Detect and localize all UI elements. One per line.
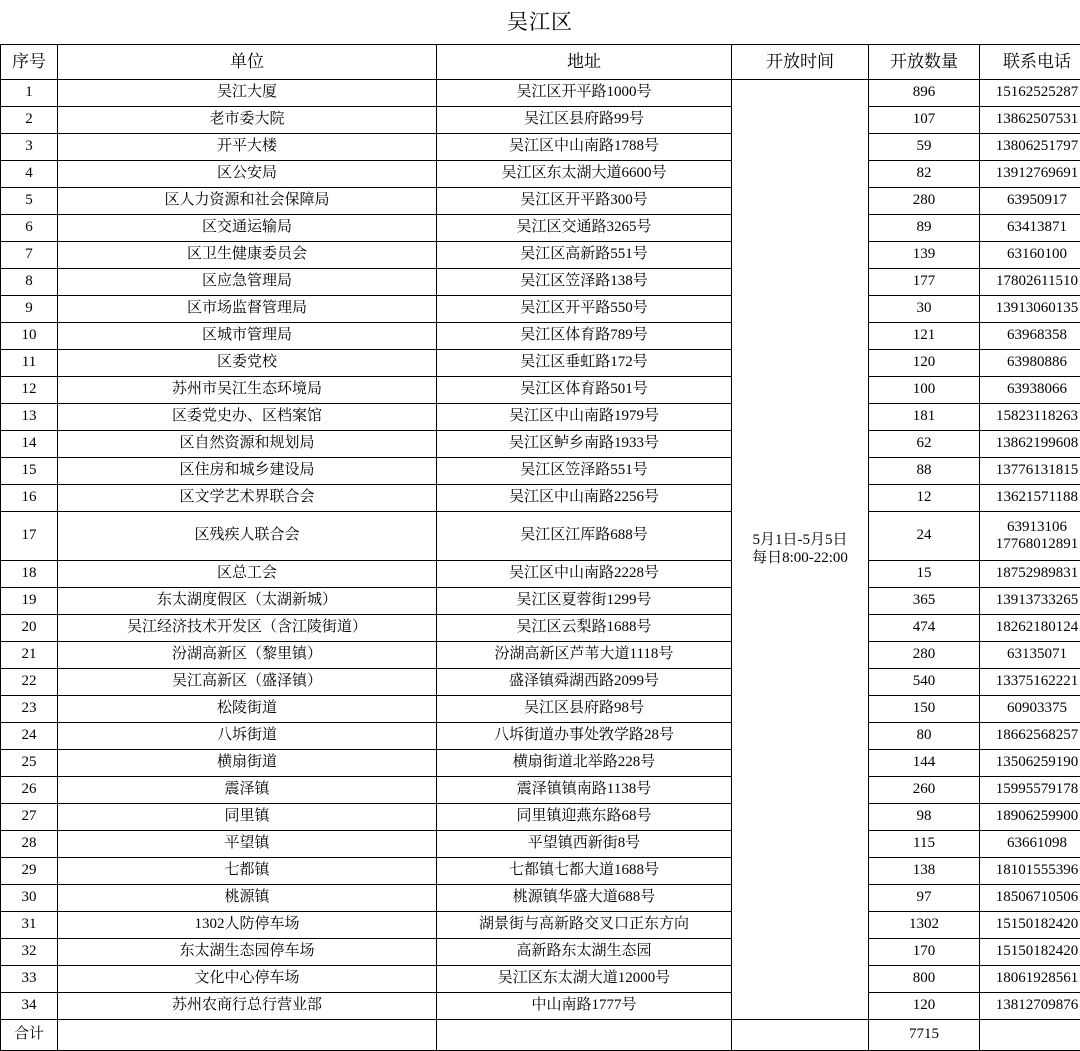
cell-unit: 区残疾人联合会 (58, 512, 437, 561)
cell-address: 吴江区东太湖大道12000号 (437, 966, 732, 993)
cell-seq: 5 (1, 188, 58, 215)
table-row (1, 80, 1080, 107)
cell-phone: 63160100 (980, 242, 1080, 269)
cell-count: 280 (869, 642, 980, 669)
cell-seq: 10 (1, 323, 58, 350)
cell-phone: 13806251797 (980, 134, 1080, 161)
cell-count: 1302 (869, 912, 980, 939)
table-row (1, 485, 1080, 512)
cell-seq: 31 (1, 912, 58, 939)
cell-count: 365 (869, 588, 980, 615)
cell-seq: 1 (1, 80, 58, 107)
cell-address: 吴江区笠泽路138号 (437, 269, 732, 296)
table-row (1, 323, 1080, 350)
cell-phone: 63968358 (980, 323, 1080, 350)
cell-count: 260 (869, 777, 980, 804)
cell-address: 吴江区开平路300号 (437, 188, 732, 215)
cell-phone: 15150182420 (980, 939, 1080, 966)
table-row (1, 561, 1080, 588)
table-row (1, 512, 1080, 561)
cell-unit: 区应急管理局 (58, 269, 437, 296)
column-header-unit: 单位 (58, 45, 437, 80)
column-header-time: 开放时间 (732, 45, 869, 80)
cell-seq: 25 (1, 750, 58, 777)
cell-address: 吴江区云梨路1688号 (437, 615, 732, 642)
cell-count: 59 (869, 134, 980, 161)
cell-address: 七都镇七都大道1688号 (437, 858, 732, 885)
cell-seq: 17 (1, 512, 58, 561)
cell-address: 吴江区中山南路1788号 (437, 134, 732, 161)
cell-address: 吴江区中山南路2228号 (437, 561, 732, 588)
table-row (1, 642, 1080, 669)
table-row (1, 404, 1080, 431)
cell-count: 89 (869, 215, 980, 242)
cell-address: 湖景街与高新路交叉口正东方向 (437, 912, 732, 939)
cell-address: 吴江区体育路501号 (437, 377, 732, 404)
cell-seq: 9 (1, 296, 58, 323)
cell-count: 62 (869, 431, 980, 458)
cell-phone: 13913733265 (980, 588, 1080, 615)
table-row (1, 215, 1080, 242)
cell-phone: 13506259190 (980, 750, 1080, 777)
cell-count: 30 (869, 296, 980, 323)
cell-address: 吴江区垂虹路172号 (437, 350, 732, 377)
cell-phone: 18906259900 (980, 804, 1080, 831)
cell-unit: 同里镇 (58, 804, 437, 831)
cell-phone: 13621571188 (980, 485, 1080, 512)
cell-count: 100 (869, 377, 980, 404)
table-row (1, 296, 1080, 323)
cell-phone: 18752989831 (980, 561, 1080, 588)
table-row (1, 269, 1080, 296)
column-header-count: 开放数量 (869, 45, 980, 80)
cell-phone: 15995579178 (980, 777, 1080, 804)
cell-address: 吴江区交通路3265号 (437, 215, 732, 242)
cell-address: 八坼街道办事处敩学路28号 (437, 723, 732, 750)
cell-count: 115 (869, 831, 980, 858)
table-row (1, 134, 1080, 161)
cell-seq: 13 (1, 404, 58, 431)
cell-phone: 63950917 (980, 188, 1080, 215)
column-header-seq: 序号 (1, 45, 58, 80)
cell-count: 107 (869, 107, 980, 134)
cell-phone: 13776131815 (980, 458, 1080, 485)
table-row (1, 939, 1080, 966)
cell-unit: 区卫生健康委员会 (58, 242, 437, 269)
cell-count: 82 (869, 161, 980, 188)
cell-address: 横扇街道北举路228号 (437, 750, 732, 777)
cell-seq: 20 (1, 615, 58, 642)
cell-total-unit-empty (58, 1020, 437, 1051)
table-row (1, 242, 1080, 269)
cell-seq: 14 (1, 431, 58, 458)
cell-unit: 横扇街道 (58, 750, 437, 777)
cell-phone (980, 512, 1080, 561)
phone-line-2: 17768012891 (982, 536, 1080, 553)
cell-unit: 吴江高新区（盛泽镇） (58, 669, 437, 696)
cell-phone: 13812709876 (980, 993, 1080, 1020)
column-header-phone: 联系电话 (980, 45, 1080, 80)
cell-address: 桃源镇华盛大道688号 (437, 885, 732, 912)
table-row (1, 669, 1080, 696)
cell-phone: 63980886 (980, 350, 1080, 377)
cell-phone: 17802611510 (980, 269, 1080, 296)
cell-open-time (732, 80, 869, 1020)
cell-count: 12 (869, 485, 980, 512)
cell-address: 吴江区东太湖大道6600号 (437, 161, 732, 188)
table-row (1, 885, 1080, 912)
table-header (1, 45, 1080, 80)
cell-seq: 4 (1, 161, 58, 188)
cell-unit: 区总工会 (58, 561, 437, 588)
cell-phone: 13375162221 (980, 669, 1080, 696)
cell-count: 170 (869, 939, 980, 966)
cell-seq: 26 (1, 777, 58, 804)
cell-phone: 63135071 (980, 642, 1080, 669)
cell-seq: 18 (1, 561, 58, 588)
table-row (1, 377, 1080, 404)
cell-unit: 震泽镇 (58, 777, 437, 804)
table-body (1, 80, 1080, 1051)
cell-seq: 32 (1, 939, 58, 966)
table-row (1, 723, 1080, 750)
cell-count: 139 (869, 242, 980, 269)
cell-total-address-empty (437, 1020, 732, 1051)
cell-unit: 开平大楼 (58, 134, 437, 161)
table-row (1, 107, 1080, 134)
cell-seq: 30 (1, 885, 58, 912)
cell-unit: 区人力资源和社会保障局 (58, 188, 437, 215)
cell-address: 吴江区夏蓉街1299号 (437, 588, 732, 615)
table-row (1, 777, 1080, 804)
cell-total-count: 7715 (869, 1020, 980, 1051)
cell-address: 吴江区开平路550号 (437, 296, 732, 323)
cell-phone: 63938066 (980, 377, 1080, 404)
cell-address: 吴江区县府路98号 (437, 696, 732, 723)
cell-unit: 区城市管理局 (58, 323, 437, 350)
cell-unit: 苏州农商行总行营业部 (58, 993, 437, 1020)
cell-phone: 18061928561 (980, 966, 1080, 993)
table-row (1, 912, 1080, 939)
cell-seq: 15 (1, 458, 58, 485)
table-row (1, 431, 1080, 458)
cell-phone: 63413871 (980, 215, 1080, 242)
cell-phone: 18101555396 (980, 858, 1080, 885)
table-row (1, 615, 1080, 642)
cell-seq: 34 (1, 993, 58, 1020)
cell-count: 896 (869, 80, 980, 107)
cell-total-time-empty (732, 1020, 869, 1051)
cell-count: 121 (869, 323, 980, 350)
cell-unit: 区委党校 (58, 350, 437, 377)
cell-unit: 区住房和城乡建设局 (58, 458, 437, 485)
table-row (1, 804, 1080, 831)
cell-address: 汾湖高新区芦苇大道1118号 (437, 642, 732, 669)
cell-unit: 区委党史办、区档案馆 (58, 404, 437, 431)
cell-count: 181 (869, 404, 980, 431)
table-row (1, 458, 1080, 485)
cell-unit: 平望镇 (58, 831, 437, 858)
open-time-line-1: 5月1日-5月5日 (734, 532, 866, 549)
cell-phone: 18662568257 (980, 723, 1080, 750)
cell-address: 中山南路1777号 (437, 993, 732, 1020)
cell-count: 138 (869, 858, 980, 885)
cell-count: 177 (869, 269, 980, 296)
table-row (1, 350, 1080, 377)
cell-unit: 区自然资源和规划局 (58, 431, 437, 458)
table-total-row (1, 1020, 1080, 1051)
cell-seq: 7 (1, 242, 58, 269)
cell-phone: 15162525287 (980, 80, 1080, 107)
table-row (1, 966, 1080, 993)
cell-seq: 3 (1, 134, 58, 161)
cell-unit: 1302人防停车场 (58, 912, 437, 939)
table-row (1, 188, 1080, 215)
cell-address: 高新路东太湖生态园 (437, 939, 732, 966)
cell-address: 吴江区笠泽路551号 (437, 458, 732, 485)
cell-unit: 吴江经济技术开发区（含江陵街道） (58, 615, 437, 642)
cell-seq: 6 (1, 215, 58, 242)
cell-phone: 13913060135 (980, 296, 1080, 323)
cell-unit: 区交通运输局 (58, 215, 437, 242)
cell-count: 120 (869, 350, 980, 377)
cell-address: 同里镇迎燕东路68号 (437, 804, 732, 831)
phone-line-1: 63913106 (982, 519, 1080, 536)
cell-unit: 东太湖生态园停车场 (58, 939, 437, 966)
cell-count: 15 (869, 561, 980, 588)
cell-seq: 11 (1, 350, 58, 377)
cell-seq: 23 (1, 696, 58, 723)
cell-count: 540 (869, 669, 980, 696)
cell-seq: 19 (1, 588, 58, 615)
table-row (1, 696, 1080, 723)
cell-count: 150 (869, 696, 980, 723)
table-row (1, 993, 1080, 1020)
cell-seq: 29 (1, 858, 58, 885)
cell-unit: 苏州市吴江生态环境局 (58, 377, 437, 404)
cell-address: 盛泽镇舜湖西路2099号 (437, 669, 732, 696)
table-row (1, 858, 1080, 885)
cell-unit: 文化中心停车场 (58, 966, 437, 993)
table-row (1, 588, 1080, 615)
cell-seq: 33 (1, 966, 58, 993)
cell-seq: 8 (1, 269, 58, 296)
open-time-line-2: 每日8:00-22:00 (734, 550, 866, 567)
table-header-row (1, 45, 1080, 80)
cell-count: 800 (869, 966, 980, 993)
cell-seq: 16 (1, 485, 58, 512)
cell-phone: 60903375 (980, 696, 1080, 723)
cell-address: 吴江区县府路99号 (437, 107, 732, 134)
cell-phone: 15150182420 (980, 912, 1080, 939)
cell-count: 24 (869, 512, 980, 561)
parking-open-table (0, 44, 1080, 1051)
cell-phone: 18506710506 (980, 885, 1080, 912)
cell-unit: 八坼街道 (58, 723, 437, 750)
cell-seq: 12 (1, 377, 58, 404)
cell-address: 吴江区江厍路688号 (437, 512, 732, 561)
cell-seq: 2 (1, 107, 58, 134)
cell-count: 88 (869, 458, 980, 485)
cell-unit: 吴江大厦 (58, 80, 437, 107)
cell-unit: 老市委大院 (58, 107, 437, 134)
cell-unit: 汾湖高新区（黎里镇） (58, 642, 437, 669)
cell-phone: 15823118263 (980, 404, 1080, 431)
cell-seq: 27 (1, 804, 58, 831)
cell-count: 280 (869, 188, 980, 215)
cell-count: 80 (869, 723, 980, 750)
cell-count: 98 (869, 804, 980, 831)
table-row (1, 161, 1080, 188)
cell-unit: 松陵街道 (58, 696, 437, 723)
cell-total-label: 合计 (1, 1020, 58, 1051)
cell-count: 120 (869, 993, 980, 1020)
cell-seq: 21 (1, 642, 58, 669)
cell-address: 吴江区中山南路1979号 (437, 404, 732, 431)
cell-address: 吴江区开平路1000号 (437, 80, 732, 107)
cell-count: 97 (869, 885, 980, 912)
cell-count: 474 (869, 615, 980, 642)
table-row (1, 750, 1080, 777)
column-header-address: 地址 (437, 45, 732, 80)
cell-unit: 桃源镇 (58, 885, 437, 912)
page-title: 吴江区 (0, 0, 1080, 44)
cell-seq: 24 (1, 723, 58, 750)
cell-address: 吴江区中山南路2256号 (437, 485, 732, 512)
table-row (1, 831, 1080, 858)
cell-unit: 区公安局 (58, 161, 437, 188)
cell-phone: 18262180124 (980, 615, 1080, 642)
cell-unit: 东太湖度假区（太湖新城） (58, 588, 437, 615)
cell-address: 吴江区高新路551号 (437, 242, 732, 269)
cell-address: 吴江区鲈乡南路1933号 (437, 431, 732, 458)
cell-phone: 63661098 (980, 831, 1080, 858)
cell-phone: 13862199608 (980, 431, 1080, 458)
cell-count: 144 (869, 750, 980, 777)
cell-phone: 13862507531 (980, 107, 1080, 134)
cell-address: 平望镇西新街8号 (437, 831, 732, 858)
cell-unit: 区文学艺术界联合会 (58, 485, 437, 512)
cell-unit: 区市场监督管理局 (58, 296, 437, 323)
cell-seq: 28 (1, 831, 58, 858)
cell-address: 震泽镇镇南路1138号 (437, 777, 732, 804)
cell-address: 吴江区体育路789号 (437, 323, 732, 350)
cell-phone: 13912769691 (980, 161, 1080, 188)
cell-unit: 七都镇 (58, 858, 437, 885)
cell-total-phone-empty (980, 1020, 1080, 1051)
cell-seq: 22 (1, 669, 58, 696)
